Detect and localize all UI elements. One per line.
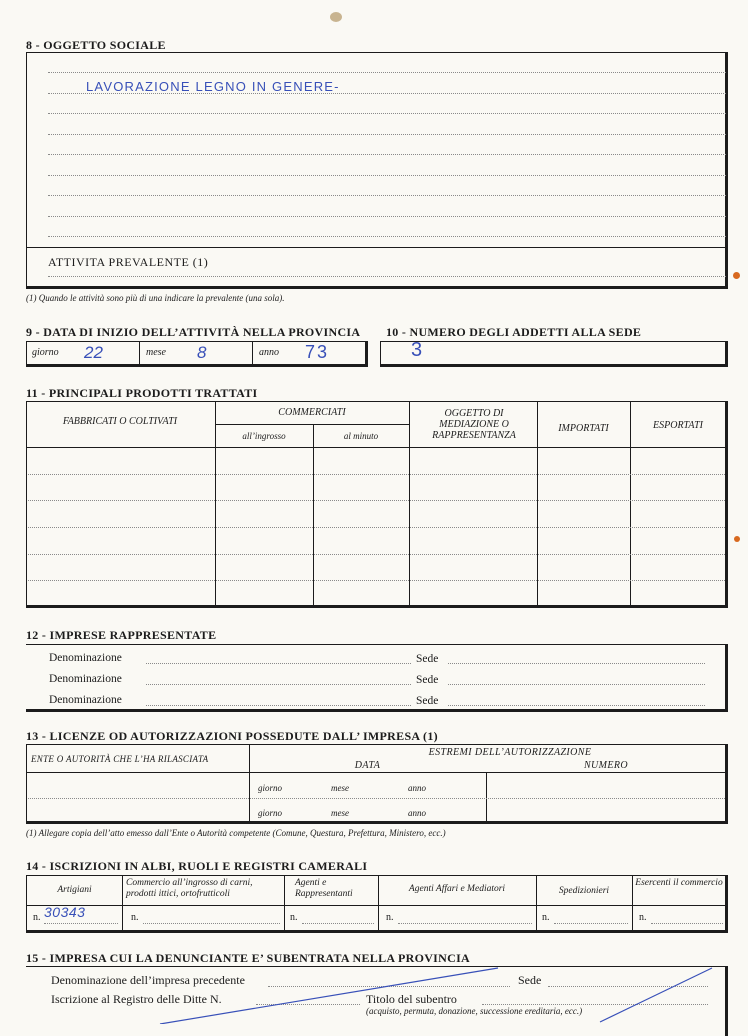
section-15-title: 15 - IMPRESA CUI LA DENUNCIANTE E’ SUBENTRATA NELLA PROVINCIA [26, 951, 471, 965]
section-8-title: 8 - OGGETTO SOCIALE [26, 38, 166, 52]
col-fabbricati: FABBRICATI O COLTIVATI [62, 416, 178, 427]
anno-value: 73 [305, 342, 330, 362]
giorno-label: giorno [258, 808, 283, 818]
giorno-value: 22 [84, 343, 103, 362]
col-ingrosso: all’ingrosso [242, 431, 286, 441]
col-spedizionieri: Spedizionieri [558, 886, 610, 896]
giorno-label: giorno [258, 783, 283, 793]
section-10-title: 10 - NUMERO DEGLI ADDETTI ALLA SEDE [386, 325, 642, 339]
denominazione-label: Denominazione [49, 694, 122, 706]
section-14-title: 14 - ISCRIZIONI IN ALBI, RUOLI E REGISTRI CAMERALI [26, 859, 368, 873]
denominazione-label: Denominazione [49, 673, 122, 685]
col-ente: ENTE O AUTORITÀ CHE L’HA RILASCIATA [31, 754, 209, 764]
col-commercio: Commercio all’ingrosso di carni, prodotti ittici, ortofrutticoli [126, 878, 253, 899]
col-agenti: Agenti e Rappresentanti [295, 878, 353, 899]
n-label: n. [386, 912, 394, 923]
denominazione-precedente-label: Denominazione dell’impresa precedente [51, 973, 245, 987]
anno-label: anno [408, 808, 426, 818]
attivita-prevalente-label: ATTIVITA PREVALENTE (1) [48, 255, 209, 269]
section-9-title: 9 - DATA DI INIZIO DELL’ATTIVITÀ NELLA PROVINCIA [26, 325, 361, 339]
sede-label: Sede [416, 653, 439, 665]
n-label: n. [290, 912, 298, 923]
n-label: n. [639, 912, 647, 923]
titolo-subentro-label: Titolo del subentro [366, 992, 457, 1006]
oggetto-sociale-value: LAVORAZIONE LEGNO IN GENERE- [86, 79, 340, 94]
col-affari: Agenti Affari e Mediatori [408, 884, 506, 894]
anno-label: anno [408, 783, 426, 793]
sede-label: Sede [416, 674, 439, 686]
col-importati: IMPORTATI [558, 423, 609, 434]
denominazione-label: Denominazione [49, 652, 122, 664]
col-esercenti: Esercenti il commercio [635, 878, 723, 888]
col-estremi: ESTREMI DELL’AUTORIZZAZIONE [428, 747, 592, 758]
sede-label: Sede [518, 973, 542, 987]
section-13-title: 13 - LICENZE OD AUTORIZZAZIONI POSSEDUTE DALL’ IMPRESA (1) [26, 729, 438, 743]
n-label: n. [33, 912, 41, 923]
mese-label: mese [331, 808, 349, 818]
col-minuto: al minuto [343, 431, 379, 441]
col-data: DATA [354, 760, 381, 771]
iscrizione-label: Iscrizione al Registro delle Ditte N. [51, 992, 222, 1006]
anno-label: anno [259, 347, 279, 358]
titolo-subentro-note: (acquisto, permuta, donazione, successione ereditaria, ecc.) [366, 1006, 583, 1016]
giorno-label: giorno [32, 347, 59, 358]
mese-label: mese [146, 347, 166, 358]
sede-label: Sede [416, 695, 439, 707]
col-commerciati: COMMERCIATI [278, 407, 346, 418]
col-mediazione: OGGETTO DI MEDIAZIONE O RAPPRESENTANZA [432, 408, 516, 441]
col-numero: NUMERO [583, 760, 629, 771]
mese-value: 8 [197, 343, 207, 362]
section-12-title: 12 - IMPRESE RAPPRESENTATE [26, 628, 217, 642]
addetti-value: 3 [411, 339, 423, 361]
artigiani-number: 30343 [44, 904, 86, 920]
section-8-note: (1) Quando le attività sono più di una indicare la prevalente (una sola). [26, 293, 285, 303]
col-artigiani: Artigiani [57, 885, 92, 895]
col-esportati: ESPORTATI [653, 420, 703, 431]
section-13-note: (1) Allegare copia dell’atto emesso dall’Ente o Autorità competente (Comune, Questura, Prefettura, Ministero, ecc.) [26, 828, 446, 838]
mese-label: mese [331, 783, 349, 793]
n-label: n. [131, 912, 139, 923]
n-label: n. [542, 912, 550, 923]
section-11-title: 11 - PRINCIPALI PRODOTTI TRATTATI [26, 386, 258, 400]
